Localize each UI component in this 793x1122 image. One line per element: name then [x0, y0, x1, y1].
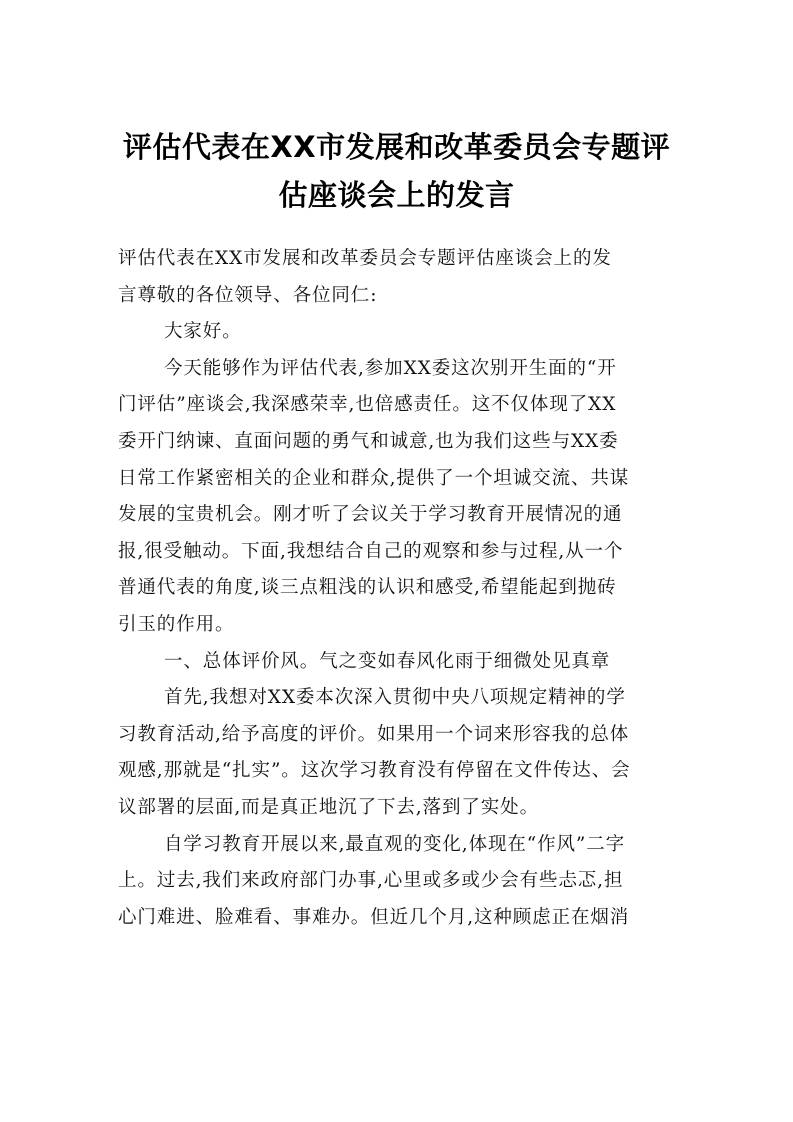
body-line: 上。过去,我们来政府部门办事,心里或多或少会有些忐忑,担: [118, 870, 624, 892]
document-title: [110, 123, 683, 219]
body-line: 心门难进、脸难看、事难办。但近几个月,这种顾虑正在烟消: [118, 906, 630, 928]
title-line-2: 估座谈会上的发言: [278, 178, 515, 212]
body-line: 评估代表在XX市发展和改革委员会专题评估座谈会上的发: [118, 248, 612, 269]
title-line-1: 评估代表在XX市发展和改革委员会专题评: [122, 130, 671, 164]
body-line: 日常工作紧密相关的企业和群众,提供了一个坦诚交流、共谋: [118, 467, 630, 489]
body-line: 大家好。: [164, 321, 242, 343]
body-line: 委开门纳谏、直面问题的勇气和诚意,也为我们这些与XX委: [118, 430, 619, 452]
body-line: 自学习教育开展以来,最直观的变化,体现在“作风”二字: [164, 833, 626, 855]
section-heading: 一、总体评价风。气之变如春风化雨于细微处见真章: [164, 650, 611, 672]
body-line: 议部署的层面,而是真正地沉了下去,落到了实处。: [118, 796, 539, 818]
body-line: 报,很受触动。下面,我想结合自己的观察和参与过程,从一个: [118, 540, 624, 562]
body-line: 言尊敬的各位领导、各位同仁:: [118, 284, 378, 306]
body-line: 引玉的作用。: [118, 613, 235, 635]
body-line: 今天能够作为评估代表,参加XX委这次别开生面的“开: [164, 357, 617, 379]
body-line: 普通代表的角度,谈三点粗浅的认识和感受,希望能起到抛砖: [118, 577, 617, 599]
body-line: 观感,那就是“扎实”。这次学习教育没有停留在文件传达、会: [118, 760, 631, 782]
body-line: 首先,我想对XX委本次深入贯彻中央八项规定精神的学: [164, 687, 626, 709]
body-line: 发展的宝贵机会。刚才听了会议关于学习教育开展情况的通: [118, 504, 623, 526]
document-body: [118, 241, 683, 936]
body-line: 习教育活动,给予高度的评价。如果用一个词来形容我的总体: [118, 723, 630, 745]
body-line: 门评估”座谈会,我深感荣幸,也倍感责任。这不仅体现了XX: [118, 394, 617, 416]
